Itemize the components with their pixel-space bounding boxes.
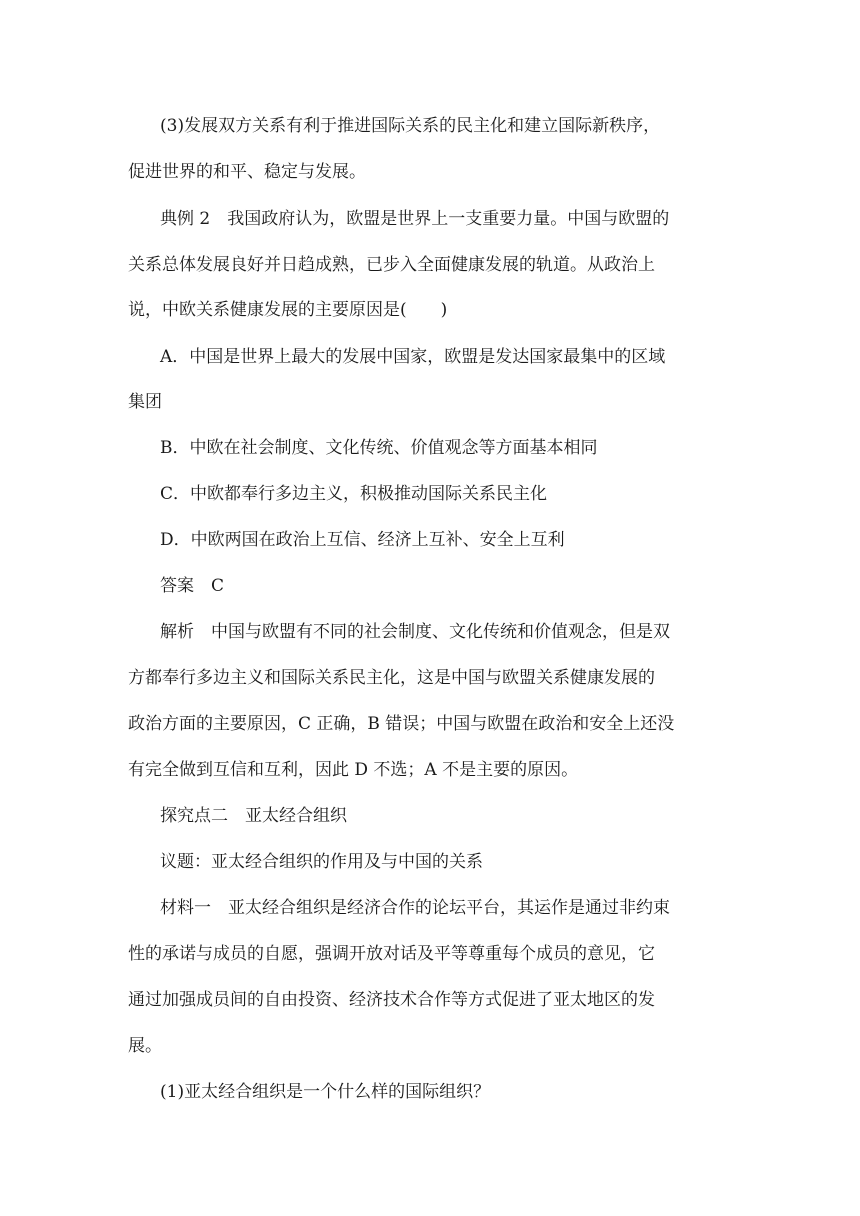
example-2-line-1: 典例 2 我国政府认为，欧盟是世界上一支重要力量。中国与欧盟的 <box>160 209 670 229</box>
topic-line: 议题：亚太经合组织的作用及与中国的关系 <box>160 852 483 872</box>
example-2-line-3: 说，中欧关系健康发展的主要原因是( ) <box>128 300 448 320</box>
option-a-line-1: A．中国是世界上最大的发展中国家，欧盟是发达国家最集中的区域 <box>160 347 666 367</box>
option-a-line-2: 集团 <box>128 392 162 412</box>
option-b: B．中欧在社会制度、文化传统、价值观念等方面基本相同 <box>160 438 598 458</box>
material-1-line-4: 展。 <box>128 1036 162 1056</box>
question-1: (1)亚太经合组织是一个什么样的国际组织？ <box>160 1082 491 1102</box>
answer: 答案 C <box>160 576 225 596</box>
material-1-line-3: 通过加强成员间的自由投资、经济技术合作等方式促进了亚太地区的发 <box>128 990 655 1010</box>
material-1-line-1: 材料一 亚太经合组织是经济合作的论坛平台，其运作是通过非约束 <box>160 898 670 918</box>
option-c: C．中欧都奉行多边主义，积极推动国际关系民主化 <box>160 484 548 504</box>
section-heading: 探究点二 亚太经合组织 <box>160 806 347 826</box>
paragraph-point-3-line-2: 促进世界的和平、稳定与发展。 <box>128 162 366 182</box>
option-d: D．中欧两国在政治上互信、经济上互补、安全上互利 <box>160 530 565 550</box>
analysis-line-3: 政治方面的主要原因，C 正确，B 错误；中国与欧盟在政治和安全上还没 <box>128 714 675 734</box>
analysis-line-1: 解析 中国与欧盟有不同的社会制度、文化传统和价值观念，但是双 <box>160 622 670 642</box>
material-1-line-2: 性的承诺与成员的自愿，强调开放对话及平等尊重每个成员的意见，它 <box>128 944 655 964</box>
analysis-line-2: 方都奉行多边主义和国际关系民主化，这是中国与欧盟关系健康发展的 <box>128 668 655 688</box>
paragraph-point-3-line-1: (3)发展双方关系有利于推进国际关系的民主化和建立国际新秩序， <box>160 116 661 136</box>
example-2-line-2: 关系总体发展良好并日趋成熟，已步入全面健康发展的轨道。从政治上 <box>128 255 655 275</box>
analysis-line-4: 有完全做到互信和互利，因此 D 不选；A 不是主要的原因。 <box>128 760 579 780</box>
